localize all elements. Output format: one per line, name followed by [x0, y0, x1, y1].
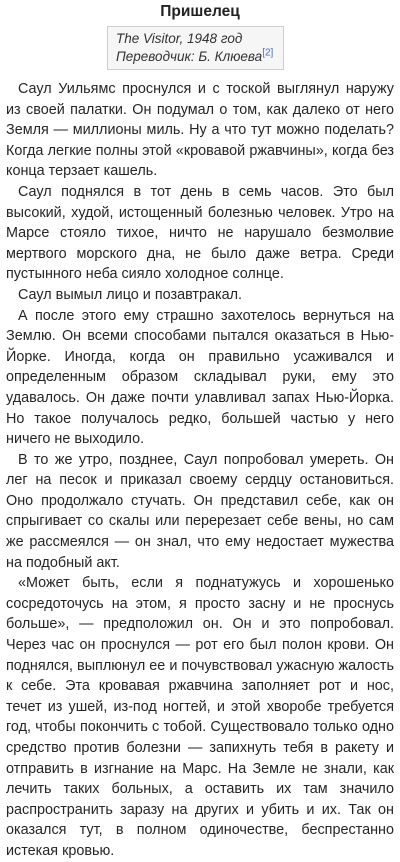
translator-line [116, 48, 277, 66]
translation-info-box [107, 26, 284, 70]
chapter-title: Пришелец [160, 3, 240, 20]
paragraph: «Может быть, если я поднатужусь и хорошенько сосредоточусь на этом, я просто засну и не проснусь больше», — предположил он. Он и это попробовал. Через час он проснулся — рот его был полон крови. Он поднялся, выплюнул ее и почувствовал ужасную жалость к себе. Эта кровавая ржавчина заполняет рот и нос, течет из ушей, из-под ногтей, и этой хворобе требуется год, чтобы покончить с тобой. Существовало только одно средство против болезни — запихнуть тебя в ракету и отправить в изгнание на Марс. На Земле не знали, как лечить таких больных, а оставить их там значило распространить заразу на других и убить и их. Так он оказался тут, в полном одиночестве, беспрестанно истекая кровью. [6, 575, 394, 859]
story-text [0, 79, 400, 862]
translator-text: Переводчик: Б. Клюева [116, 49, 263, 64]
original-title-line: The Visitor, 1948 год [116, 31, 243, 46]
paragraph: Саул вымыл лицо и позавтракал. [18, 286, 243, 303]
paragraph: Саул Уильямс проснулся и с тоской выглянул наружу из своей палатки. Он подумал о том, как далеко от него Земля — миллионы миль. Ну а что тут можно поделать? Когда легкие полны этой «кровавой ржавчины», когда без конца терзает кашель. [6, 81, 394, 180]
paragraph: В то же утро, позднее, Саул попробовал умереть. Он лег на песок и приказал своему сердцу остановиться. Оно продолжало стучать. Он представил себе, как он спрыгивает со скалы или перерезает себе вены, но сам же рассмеялся — он знал, что ему недостает мужества на подобный акт. [6, 451, 394, 571]
paragraph: А после этого ему страшно захотелось вернуться на Землю. Он всеми способами пытался оказаться в Нью-Йорке. Иногда, когда он правильно усаживался и определенным образом складывал руки, ему это удавалось. Он даже почти улавливал запах Нью-Йорка. Но такое получалось редко, большей частью у него ничего не выходило. [6, 307, 394, 448]
footnote-link[interactable]: [2] [262, 47, 274, 59]
paragraph: Саул поднялся в тот день в семь часов. Это был высокий, худой, истощенный болезнью человек. Утро на Марсе стояло тихое, ничто не нарушало безмолвие мертвого морского дна, не было даже ветра. Среди пустынного неба сияло холодное солнце. [6, 183, 394, 283]
